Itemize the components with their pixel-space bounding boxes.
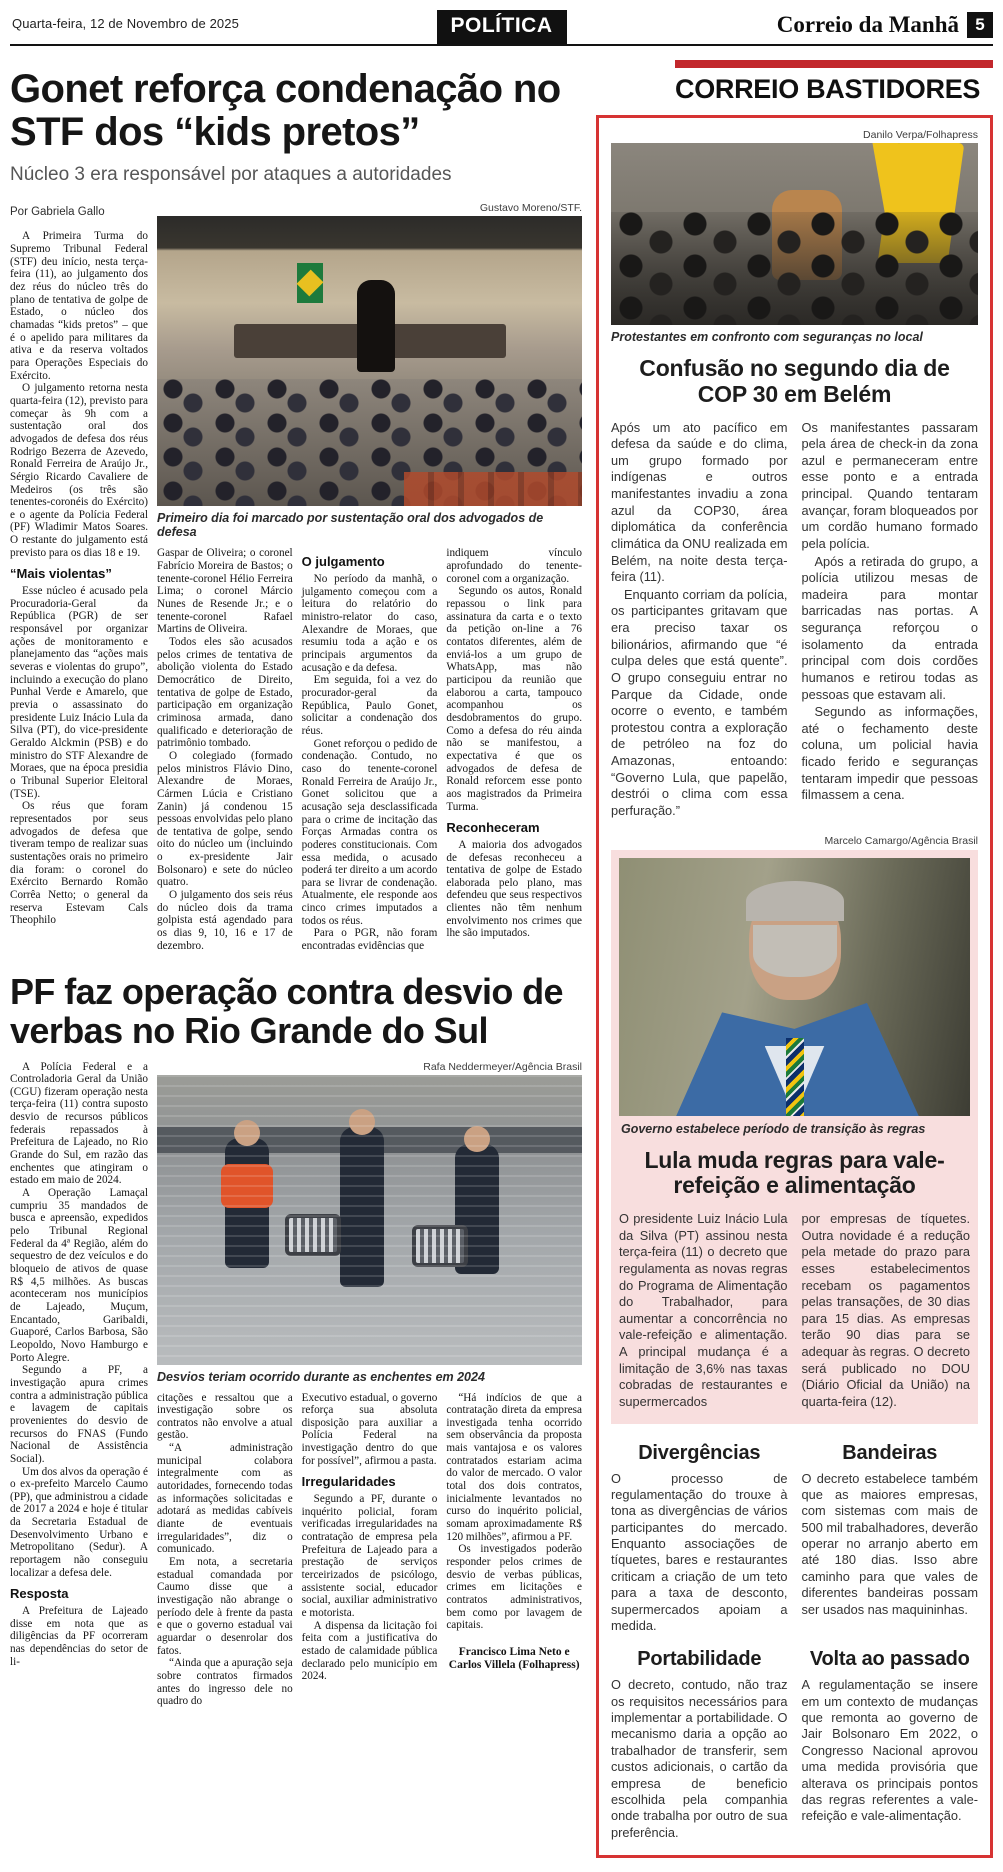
body-paragraph: No período da manhã, o julgamento começou com a leitura do relatório do ministro-relator do caso, Alexandre de Moraes, que resumiu toda a ação e os principais argumentos da acusação e da defesa. bbox=[301, 573, 438, 674]
column-subhead: Resposta bbox=[10, 1586, 69, 1602]
body-paragraph: citações e ressaltou que a investigação sobre os contratos não envolve a atual gestão. bbox=[157, 1391, 293, 1442]
article1-columns bbox=[157, 547, 582, 952]
article1-subhead: Núcleo 3 era responsável por ataques a autoridades bbox=[10, 164, 452, 186]
bastidores-sections bbox=[611, 1438, 978, 1842]
article-gonet bbox=[10, 68, 582, 953]
article2-headline: PF faz operação contra desvio de verbas no Rio Grande do Sul bbox=[10, 970, 563, 1051]
robed-judge-shape bbox=[357, 280, 395, 372]
story1-columns bbox=[611, 420, 978, 821]
bastidores-sidebar bbox=[596, 60, 993, 1858]
article2-photo-caption: Desvios teriam ocorrido durante as enchentes em 2024 bbox=[157, 1369, 485, 1384]
masthead-right bbox=[777, 12, 993, 38]
main-column bbox=[10, 60, 582, 1708]
body-paragraph: indiquem vínculo aprofundado do tenente-coronel com a organização. bbox=[446, 547, 583, 585]
gray-hair-shape bbox=[746, 881, 844, 921]
body-paragraph: A dispensa da licitação foi feita com a justificativa do estado de calamidade pública declarado pelo município em 2024. bbox=[301, 1619, 438, 1683]
gray-beard-shape bbox=[753, 925, 837, 977]
body-paragraph: O julgamento dos seis réus do núcleo dois da trama golpista está agendado para os dias 9, 10, 16 e 17 de dezembro. bbox=[157, 889, 293, 952]
body-paragraph: A Prefeitura de Lajeado disse em nota que as diligências da PF ocorreram nas dependências do setor de li- bbox=[10, 1605, 148, 1668]
article2-col1-text bbox=[10, 1061, 148, 1669]
story2-columns bbox=[619, 1211, 970, 1412]
story2-headline: Lula muda regras para vale-refeição e alimentação bbox=[644, 1146, 945, 1199]
story1-colA-text bbox=[611, 420, 788, 821]
body-paragraph: Os réus que foram representados por seus advogados de defesa que tiveram tempo de realizar suas sustentações orais no primeiro dia foram: o coronel do Exército Bernardo Romão Corrêa Netto; o general da reserva Estevam Cals Theophilo bbox=[10, 800, 148, 927]
brazil-flag-shape bbox=[297, 263, 323, 303]
story1-photo-caption: Protestantes em confronto com seguranças no local bbox=[611, 330, 923, 344]
section-label: POLÍTICA bbox=[437, 10, 567, 44]
article2-body bbox=[10, 1061, 582, 1708]
orange-vest-shape bbox=[221, 1164, 273, 1208]
section-volta-ao-passado bbox=[802, 1644, 979, 1841]
story2-colB-text bbox=[802, 1211, 971, 1412]
bastidores-title: CORREIO BASTIDORES bbox=[675, 74, 981, 104]
body-paragraph: Segundo as informações, até o fechamento deste coluna, um policial havia ficado ferido e seguranças tentaram impedir que pessoas filmassem a cena. bbox=[801, 704, 978, 803]
body-paragraph: Segundo os autos, Ronald repassou o link para assinatura da carta e o texto da petição on-line a 76 contatos diferentes, além de enviá-los a um grupo de WhatsApp, mas não participou da reunião que elaborou a carta, tampouco acompanhou os desdobramentos do grupo. Como a defesa do réu ainda não se manifestou, a expectativa é que os advogados de defesa de Ronald reforcem esse ponto aos magistrados da Primeira Turma. bbox=[446, 585, 583, 813]
body-paragraph: A Primeira Turma do Supremo Tribunal Federal (STF) deu início, nesta terça-feira (11), ao julgamento dos dez réus do núcleo três do plano de tentativa de golpe de Estado, o núcleo dos chamadas “kids pretos” – que é o apelido para militares da ativa e da reserva voltados para Operações Especiais do Exército. bbox=[10, 230, 148, 382]
bastidores-header bbox=[675, 60, 993, 105]
body-paragraph: Executivo estadual, o governo reforça sua absoluta disposição para auxiliar a Polícia Federal na investigação dentro do que for possível”, afirmou a pasta. bbox=[301, 1391, 438, 1467]
body-paragraph: A Polícia Federal e a Controladoria Geral da União (CGU) fizeram operação nesta terça-feira (11) contra suposto desvio de recursos públicos federais repassados à Prefeitura de Lajeado, no Rio Grande do Sul, em razão das enchentes que atingiram o estado em maio de 2024. bbox=[10, 1060, 148, 1187]
page-number: 5 bbox=[967, 12, 993, 38]
rescuer-head bbox=[349, 1109, 375, 1135]
section-text: O decreto, contudo, não traz os requisitos necessários para implementar a portabilidade. O mecanismo daria a opção ao trabalhador de transferir, sem custos adicionais, o cartão da empresa de beneficio escolhida pela companhia onde trabalha por outro de sua preferência. bbox=[611, 1677, 788, 1840]
section-title: Volta ao passado bbox=[809, 1648, 970, 1671]
article1-photo-area bbox=[157, 202, 582, 952]
column-subhead: O julgamento bbox=[301, 554, 385, 570]
article1-col2-text bbox=[157, 547, 293, 952]
rescuer-head bbox=[234, 1120, 260, 1146]
story2-photo-caption: Governo estabelece período de transição às regras bbox=[621, 1121, 926, 1136]
body-paragraph: Após a retirada do grupo, a polícia utilizou mesas de madeira para montar barricadas nas portas. A segurança reforçou o isolamento da entrada principal com dois cordões humanos e retirou todas as pessoas que estavam ali. bbox=[801, 553, 978, 702]
article1-col4-text bbox=[446, 547, 582, 952]
article1-byline: Por Gabriela Gallo bbox=[10, 206, 105, 219]
body-paragraph: O colegiado (formado pelos ministros Flávio Dino, Alexandre de Moraes, Cármen Lúcia e Cristiano Zanin) já condenou 15 pessoas envolvidas pelo plano de tentativa de golpe, sendo oito do núcleo um (incluindo o ex-presidente Jair Bolsonaro) e sete do núcleo quatro. bbox=[157, 749, 293, 889]
article1-photo-caption: Primeiro dia foi marcado por sustentação oral dos advogados de defesa bbox=[157, 511, 544, 540]
edition-date: Quarta-feira, 12 de Novembro de 2025 bbox=[12, 16, 239, 31]
body-paragraph: Segundo a PF, durante o inquérito policial, foram verificadas irregularidades na contratação de empresa pela Prefeitura de Lajeado para a prestação de serviços terceirizados de psicólogo, assistente social, educador social, auxiliar administrativo e motorista. bbox=[301, 1493, 438, 1620]
newspaper-logo: Correio da Manhã bbox=[776, 12, 959, 37]
article2-col4-text bbox=[446, 1392, 582, 1708]
article1-headline: Gonet reforça condenação no STF dos “kids pretos” bbox=[10, 67, 561, 155]
body-paragraph: Em seguida, foi a vez do procurador-geral da República, Paulo Gonet, solicitar a condenação dos réus. bbox=[301, 674, 438, 737]
article2-col2-text bbox=[157, 1392, 293, 1708]
article2-col3-text bbox=[302, 1392, 438, 1708]
story1-headline: Confusão no segundo dia de COP 30 em Belém bbox=[639, 355, 950, 407]
body-paragraph: Em nota, a secretaria estadual comandada por Caumo disse que a investigação não abrange o período dele à frente da pasta e que o governo estadual vai aguardar o desenrolar dos fatos. bbox=[157, 1556, 293, 1657]
body-paragraph: A maioria dos advogados de defesas reconheceu a tentativa de golpe de Estado elaborada pelo plano, mas defendeu que seus respectivos clientes não têm nenhum envolvimento nos crimes que lhe são imputados. bbox=[446, 838, 583, 940]
body-paragraph: Para o PGR, não foram encontradas evidências que bbox=[301, 927, 438, 953]
rescuer-figure bbox=[340, 1127, 384, 1287]
story2-pink-panel bbox=[611, 850, 978, 1424]
article1-body bbox=[10, 202, 582, 952]
page-body bbox=[10, 60, 993, 1858]
boat-shape bbox=[157, 1127, 582, 1153]
rescuer-figure bbox=[455, 1144, 499, 1274]
rescuer-figure bbox=[225, 1138, 269, 1268]
article-pf-operacao bbox=[10, 970, 583, 1708]
body-paragraph: Os manifestantes passaram pela área de check-in da zona azul e permaneceram entre esse ponto e a entrada principal. Quando tentaram avançar, foram bloqueados por um cordão humano formado pela polícia. bbox=[801, 419, 978, 551]
article2-photo-credit: Rafa Neddermeyer/Agência Brasil bbox=[423, 1060, 582, 1073]
section-title: Bandeiras bbox=[842, 1441, 938, 1464]
column-subhead: “Mais violentas” bbox=[10, 566, 112, 582]
section-text: O decreto estabelece também que as maiores empresas, com sistemas com mais de 500 mil trabalhadores, deverão operar no arranjo aberto em até 180 dias. Isso abre caminho para que vales de diferentes bandeiras possam ser usados nas maquininhas. bbox=[801, 1470, 978, 1617]
crowd-silhouettes bbox=[611, 212, 978, 325]
story1-photo-credit: Danilo Verpa/Folhapress bbox=[863, 129, 978, 141]
orange-chairs-shape bbox=[404, 472, 583, 506]
striped-tie-shape bbox=[786, 1038, 804, 1116]
body-paragraph: por empresas de tíquetes. Outra novidade é a redução pela metade do prazo para esses estabelecimentos recebam os pagamentos pelas transações, de 30 dias para 15 dias. As empresas terão 90 dias para se adequar às regras. O decreto será publicado no DOU (Diário Oficial da União) na quarta-feira (12). bbox=[801, 1211, 970, 1409]
section-text: O processo de regulamentação do trouxe à tona as divergências de vários participantes do mercado. Enquanto associações de tíquetes, bares e restaurantes criticam a criação de um teto para a taxa de desconto, supermercados apoiam a medida. bbox=[611, 1470, 788, 1633]
column-subhead: Irregularidades bbox=[301, 1474, 396, 1490]
section-divergencias bbox=[611, 1438, 788, 1635]
body-paragraph: “Ainda que a apuração seja sobre contratos firmados antes do ingresso dele no quadro do bbox=[157, 1657, 293, 1708]
body-paragraph: A Operação Lamaçal cumpriu 35 mandados de busca e apreensão, expedidos pelo Tribunal Regional Federal da 4ª Região, além do sequestro de dez veículos e do bloqueio de ativos de quase R$ 4,5 milhões. As buscas aconteceram nos municípios de Lajeado, Muçum, Encantado, Garibaldi, Guaporé, Carlos Barbosa, São Leopoldo, Novo Hamburgo e Porto Alegre. bbox=[10, 1187, 148, 1364]
story1-colB-text bbox=[802, 420, 979, 821]
pet-carrier-shape bbox=[285, 1214, 341, 1256]
pet-carrier-shape bbox=[412, 1225, 468, 1267]
body-paragraph: “A administração municipal colabora integralmente com as autoridades, fornecendo todas as informações solicitadas e adotará as medidas cabíveis diante de eventuais irregularidades”, diz o comunicado. bbox=[157, 1442, 293, 1556]
body-paragraph: Gaspar de Oliveira; o coronel Fabrício Moreira de Bastos; o tenente-coronel Hélio Ferreira Lima; o coronel Márcio Nunes de Resende Jr.; e o tenente-coronel Rafael Martins de Oliveira. bbox=[157, 547, 293, 636]
body-paragraph: Segundo a PF, a investigação apura crimes contra a administração pública e lavagem de capitais provenientes do desvio de recursos do FNAS (Fundo Nacional de Assistência Social). bbox=[10, 1364, 148, 1465]
article1-col1-text bbox=[10, 230, 148, 926]
body-paragraph: “Há indícios de que a contratação direta da empresa investigada tenha ocorrido sem observância da proposta mais vantajosa e os valores contratados estariam acima do valor de mercado. O valor total dos dois contratos, inicialmente levantados no curso do inquérito policial, somam aproximadamente R$ 120 milhões”, afirmou a PF. bbox=[446, 1391, 583, 1543]
page-header bbox=[10, 8, 993, 46]
article2-photo-area bbox=[157, 1061, 582, 1708]
courtroom-photo bbox=[157, 216, 582, 506]
article1-col1 bbox=[10, 202, 148, 952]
body-paragraph: Esse núcleo é acusado pela Procuradoria-Geral da República (PGR) de ser responsável por organizar ações de monitoramento e planejamento das “ações mais severas e violentas do grupo”, incluindo a execução do plano Punhal Verde e Amarelo, que previa o assassinato do presidente Luiz Inácio Lula da Silva (PT), do vice-presidente Geraldo Alckmin (PSB) e do ministro do STF Alexandre de Moraes, que na época presidia o Tribunal Superior Eleitoral (TSE). bbox=[10, 585, 148, 800]
bastidores-box bbox=[596, 115, 993, 1858]
section-portabilidade bbox=[611, 1644, 788, 1841]
flood-photo bbox=[157, 1075, 582, 1365]
story2-colA-text bbox=[619, 1211, 788, 1412]
section-text: A regulamentação se insere em um contexto de mudanças que remonta ao governo de Jair Bolsonaro Em 2022, o Congresso Nacional aprovou uma medida provisória que alterava os principais pontos das regras referentes a vale-refeição e vale-alimentação. bbox=[801, 1677, 978, 1824]
section-title: Portabilidade bbox=[637, 1648, 762, 1671]
article2-col1 bbox=[10, 1061, 148, 1708]
body-paragraph: Enquanto corriam da polícia, os participantes gritavam que era preciso taxar os bilionários, afirmando que “é culpa deles que está quente”. O grupo conseguiu entrar no Parque da Cidade, onde ocorre o evento, e também protestou contra a exploração de petróleo na foz do Amazonas, entoando: “Governo Lula, que papelão, destrói o clima com essa perfuração.” bbox=[611, 586, 788, 818]
body-paragraph: Os investigados poderão responder pelos crimes de desvio de verbas públicas, crimes em licitações e contratos administrativos, bem como por lavagem de capitais. bbox=[446, 1543, 583, 1632]
section-bandeiras bbox=[802, 1438, 979, 1635]
rescuer-head bbox=[464, 1126, 490, 1152]
body-paragraph: Todos eles são acusados pelos crimes de tentativa de abolição violenta do Estado Democrático de Direito, tentativa de golpe de Estado, participação em organização criminosa armada, dano qualificado e deterioração de patrimônio tombado. bbox=[157, 635, 293, 750]
red-bar bbox=[675, 60, 993, 68]
section-title: Divergências bbox=[638, 1441, 761, 1464]
authors-signature: Francisco Lima Neto e Carlos Villela (Folhapress) bbox=[448, 1645, 580, 1671]
body-paragraph: Após um ato pacífico em defesa da saúde e do clima, um grupo formado por indígenas e outros manifestantes invadiu a zona azul da COP30, área diplomática da conferência climática da ONU realizada em Belém, na noite desta terça-feira (11). bbox=[611, 419, 788, 585]
body-paragraph: O presidente Luiz Inácio Lula da Silva (PT) assinou nesta terça-feira (11) o decreto que regulamenta as novas regras do Programa de Alimentação do Trabalhador, para aumentar a concorrência no vale-refeição e alimentação. A principal mudança é a limitação de 3,6% nas taxas cobradas de restaurantes e supermercados bbox=[619, 1211, 788, 1409]
body-paragraph: Gonet reforçou o pedido de condenação. Contudo, no caso do tenente-coronel Ronald Ferreira de Araújo Jr., Gonet solicitou que a acusação seja desclassificada para o crime de incitação das Forças Armadas contra os poderes constitucionais. Com essa medida, o acusado poderá ter direito a um acordo para se livrar de condenação. Atualmente, ele responde aos cinco crimes imputados a todos os réus. bbox=[301, 737, 438, 927]
article1-col3-text bbox=[302, 547, 438, 952]
body-paragraph: O julgamento retorna nesta quarta-feira (12), previsto para começar às 9h com a sustentação oral dos advogados de defesa dos réus Rodrigo Bezerra de Azevedo, Ronald Ferreira de Araújo Jr., Sérgio Ricardo Cavaliere de Medeiros (os três são tenentes-coronéis do Exército) e o agente da Polícia Federal (PF) Wladimir Matos Soares. O restante do julgamento está previsto para os dias 18 e 19. bbox=[10, 382, 148, 559]
protest-photo bbox=[611, 143, 978, 325]
column-subhead: Reconheceram bbox=[446, 820, 540, 836]
lula-photo bbox=[619, 858, 970, 1116]
article1-photo-credit: Gustavo Moreno/STF. bbox=[479, 202, 582, 215]
story2-photo-credit: Marcelo Camargo/Agência Brasil bbox=[824, 834, 978, 847]
body-paragraph: Um dos alvos da operação é o ex-prefeito Marcelo Caumo (PP), que administrou a cidade de 2017 a 2024 e hoje é titular da Secretaria Estadual de Desenvolvimento Urbano e Metropolitano (Sedur). A reportagem não conseguiu localizar a defesa dele. bbox=[10, 1465, 148, 1579]
article2-columns bbox=[157, 1392, 582, 1708]
